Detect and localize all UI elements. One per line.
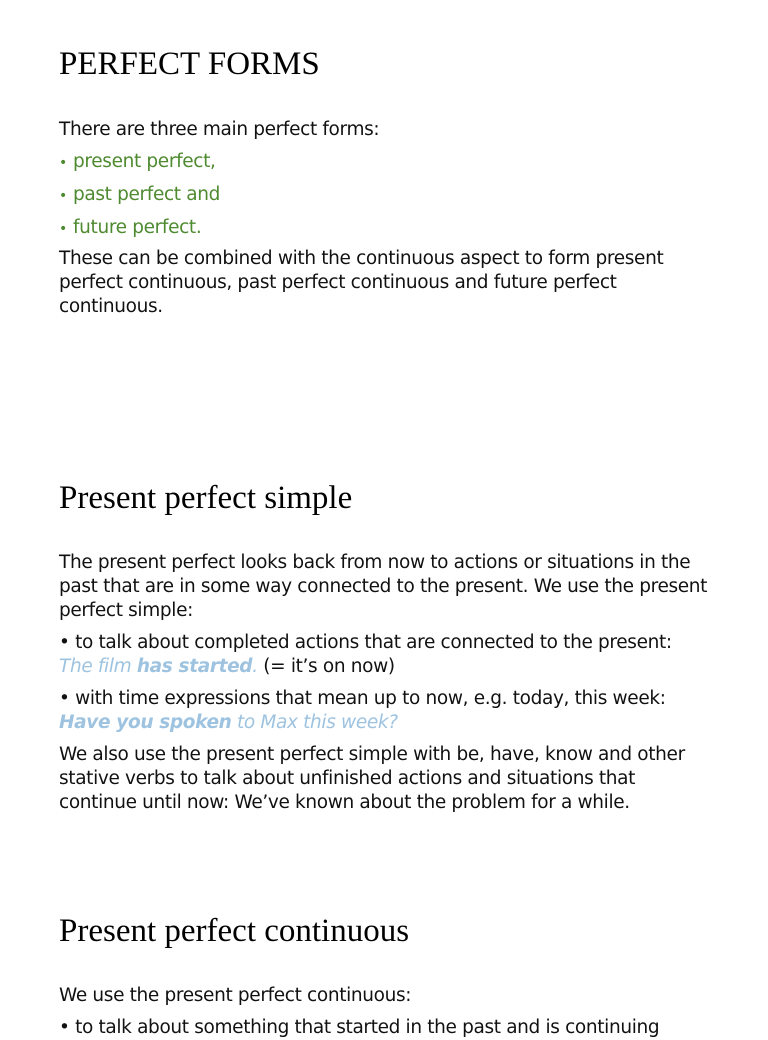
- example-verb: has started: [136, 656, 253, 677]
- example-text: to Max this week?: [231, 712, 398, 733]
- slide2-title: Present perfect simple: [59, 480, 353, 516]
- slide1-body: [59, 118, 709, 319]
- bullet-icon: •: [59, 188, 67, 204]
- slide2-body: [59, 551, 709, 815]
- slide1-title: PERFECT FORMS: [59, 46, 320, 82]
- slide1-paragraph: These can be combined with the continuous aspect to form present perfect continuous, past perfect continuous and future perfect continuous.: [59, 248, 664, 317]
- slide2-example-1: [59, 655, 709, 679]
- example-text: The film: [59, 656, 137, 677]
- bullet-text: future perfect.: [73, 217, 202, 238]
- slide3-intro: We use the present perfect continuous:: [59, 985, 412, 1006]
- bullet-icon: •: [59, 155, 67, 171]
- slide2-closing: We also use the present perfect simple with be, have, know and other stative verbs to talk about unfinished actions and situations that continue until now: We’ve known about the problem for a while.: [59, 744, 685, 813]
- slide3-title: Present perfect continuous: [59, 913, 410, 949]
- slide2-intro: The present perfect looks back from now to actions or situations in the past that are in some way connected to the present. We use the present perfect simple:: [59, 552, 708, 621]
- list-item: [59, 179, 709, 212]
- list-item: [59, 146, 709, 179]
- slide2-point-2: • with time expressions that mean up to now, e.g. today, this week:: [59, 688, 666, 709]
- slide1-intro: There are three main perfect forms:: [59, 119, 380, 140]
- slide1-bullet-list: [59, 146, 709, 245]
- bullet-text: past perfect and: [73, 184, 220, 205]
- example-note: (= it’s on now): [257, 656, 395, 677]
- list-item: [59, 212, 709, 245]
- slide3-partial-line: • to talk about something that started in the past and is continuing: [59, 1017, 660, 1038]
- example-text: .: [252, 656, 258, 677]
- bullet-icon: •: [59, 221, 67, 237]
- slide2-example-2: [59, 711, 709, 735]
- example-verb: Have you spoken: [59, 712, 232, 733]
- slide3-body: [59, 984, 709, 1040]
- slide2-point-1: • to talk about completed actions that are connected to the present:: [59, 632, 672, 653]
- bullet-text: present perfect,: [73, 151, 216, 172]
